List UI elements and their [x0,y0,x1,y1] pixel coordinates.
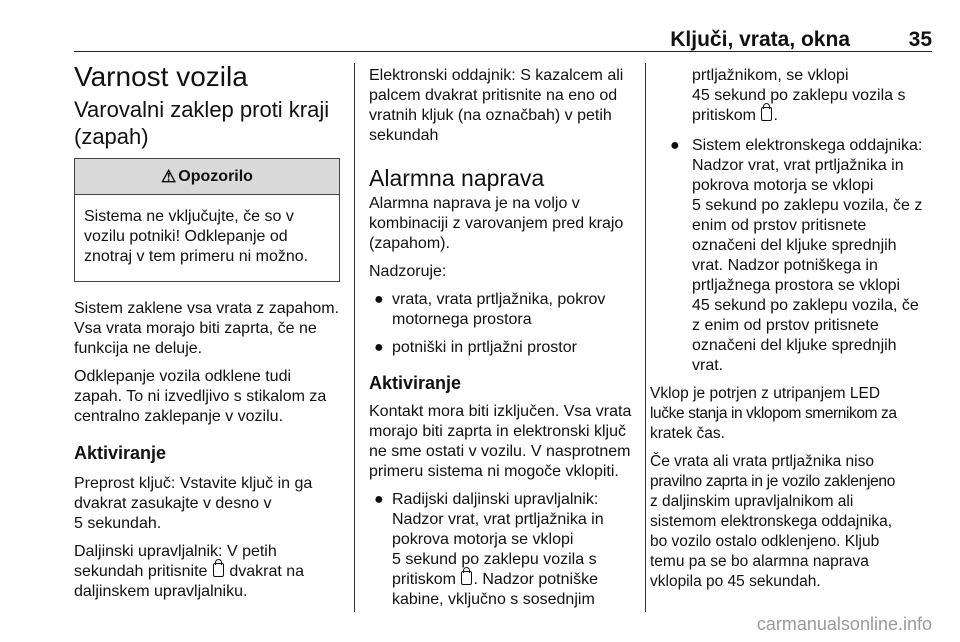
paragraph [650,452,932,592]
text-line: primeru sistema ni mogoče vklopiti. [369,463,619,480]
subsection-title-line: (zapah) [74,124,149,149]
paragraph [650,384,932,444]
list-item [369,338,637,358]
text-line: označeni del kljuke sprednjih [692,337,897,354]
watermark-link[interactable]: carmanualsonline.info [756,614,932,634]
text-line: z enim od prstov pritisnete [692,317,879,334]
column-right [650,66,932,592]
paragraph [74,474,344,534]
text-line: sistemom elektronskega oddajnika, [650,513,893,530]
text-line: prtljažnega prostora se vklopi [692,277,901,294]
text-line: funkcija ne deluje. [74,340,203,357]
text-line: lučke stanja in vklopom smernikom za [650,405,897,422]
text-line: enim od prstov pritisnete [692,217,867,234]
text-line: potniški in prtljažni prostor [392,339,577,356]
header-rule [74,51,932,52]
text-line: vozilu potniki! Odklepanje od [84,228,288,245]
paragraph [74,542,344,602]
text-line: temu pa se bo alarmna naprava [650,553,869,570]
text-line: 5 sekund po zaklepu vozila s [392,551,597,568]
text-line: 5 sekundah. [74,515,162,532]
text-line: 5 sekund po zaklepu vozila, če z [692,197,923,214]
text-line: Če vrata ali vrata prtljažnika niso [650,453,874,470]
subsection-title [74,96,344,150]
column-divider [354,63,355,612]
activation-list [369,490,637,610]
text-line: ne sme ostati v vozilu. V nasprotnem [369,443,631,460]
paragraph [74,299,344,359]
bullet: ● [374,339,384,356]
text-line: (zapahom). [369,235,450,252]
section-title: Varnost vozila [74,61,248,92]
text-line: Nadzor vrat, vrat prtljažnika in [692,157,904,174]
column-middle [369,66,637,610]
text-line: vrat. [692,357,724,374]
paragraph-continuation [650,66,932,126]
warning-title: Opozorilo [178,167,253,185]
text-line: pravilno zaprta in je vozilo zaklenjeno [650,473,896,490]
text-line: dvakrat na [229,563,305,580]
text-line: sekundah pritisnite [74,563,208,580]
text-line: 45 sekund po zaklepu vozila s [692,87,906,104]
text-line: pritiskom [692,107,757,124]
paragraph [369,194,637,254]
text-line: motornega prostora [392,311,532,328]
list-item [369,490,637,610]
text-line: kratek čas. [650,425,725,442]
text-line: Elektronski oddajnik: S kazalcem ali [369,67,624,84]
bullet: ● [670,137,680,154]
text-line: pokrova motorja se vklopi [392,531,574,548]
text-line: morajo biti zaprta in elektronski ključ [369,423,626,440]
running-header-title: Ključi, vrata, okna [670,28,850,51]
column-divider [645,63,646,612]
section-title-alarm: Alarmna naprava [369,165,545,191]
page-number: 35 [908,28,932,51]
paragraph [74,367,344,427]
warning-body [75,195,339,281]
text-line: Daljinski upravljalnik: V petih [74,543,277,560]
monitors-list [369,290,637,358]
text-line: . [773,107,778,124]
text-line: 45 sekund po zaklepu vozila, če [692,297,919,314]
warning-text [84,207,330,267]
text-line: dvakrat zasukajte v desno v [74,495,272,512]
text-line: sekundah [369,127,439,144]
text-line: bo vozilo ostalo odklenjeno. Kljub [650,533,880,550]
paragraph [369,402,637,482]
list-item [650,136,932,376]
text-line: vrat. Nadzor potniškega in [692,257,878,274]
text-line: Vsa vrata morajo biti zaprta, če ne [74,320,317,337]
text-line: znotraj v tem primeru ni možno. [84,248,309,265]
lock-icon [461,571,472,585]
heading-activation: Aktiviranje [369,373,462,393]
list-item [369,290,637,330]
subsection-title-line: Varovalni zaklep proti kraji [74,97,330,122]
text-line: vratnih kljuk (na označbah) v petih [369,107,612,124]
heading-activation: Aktiviranje [74,443,167,463]
text-line: Alarmna naprava je na voljo v [369,195,580,212]
text-line: centralno zaklepanje v vozilu. [74,408,284,425]
warning-triangle-icon: ⚠ [161,166,177,186]
text-line: z daljinskim upravljalnikom ali [650,493,854,510]
text-line: Nadzor vrat, vrat prtljažnika in [392,511,604,528]
lock-icon [213,563,224,577]
text-line: Preprost ključ: Vstavite ključ in ga [74,475,313,492]
text-line: pritiskom [392,571,457,588]
electronic-transmitter-list [650,136,932,376]
text-line: Odklepanje vozila odklene tudi [74,368,292,385]
text-line: vrata, vrata prtljažnika, pokrov [392,291,606,308]
text-line: zapah. To ni izvedljivo s stikalom za [74,388,327,405]
text-line: daljinskem upravljalniku. [74,583,248,600]
text-line: Sistem zaklene vsa vrata z zapahom. [74,300,340,317]
text-line: kabine, vključno s sosednjim [392,591,595,608]
text-line: Sistema ne vključujte, če so v [84,208,294,225]
column-left [74,60,344,602]
text-line: prtljažnikom, se vklopi [692,67,849,84]
text-line: vklopila po 45 sekundah. [650,573,821,590]
paragraph [369,66,637,146]
warning-box [74,158,340,282]
text-line: Radijski daljinski upravljalnik: [392,491,599,508]
text-line: označeni del kljuke sprednjih [692,237,897,254]
bullet: ● [374,291,384,308]
monitors-label: Nadzoruje: [369,263,447,280]
text-line: Sistem elektronskega oddajnika: [692,137,923,154]
bullet: ● [374,491,384,508]
lock-icon [761,107,772,121]
text-line: palcem dvakrat pritisnite na eno od [369,87,618,104]
warning-header [75,159,339,195]
text-line: kombinaciji z varovanjem pred krajo [369,215,624,232]
text-line: . Nadzor potniške [473,571,598,588]
text-line: Kontakt mora biti izključen. Vsa vrata [369,403,632,420]
text-line: pokrova motorja se vklopi [692,177,874,194]
text-line: Vklop je potrjen z utripanjem LED [650,385,881,402]
